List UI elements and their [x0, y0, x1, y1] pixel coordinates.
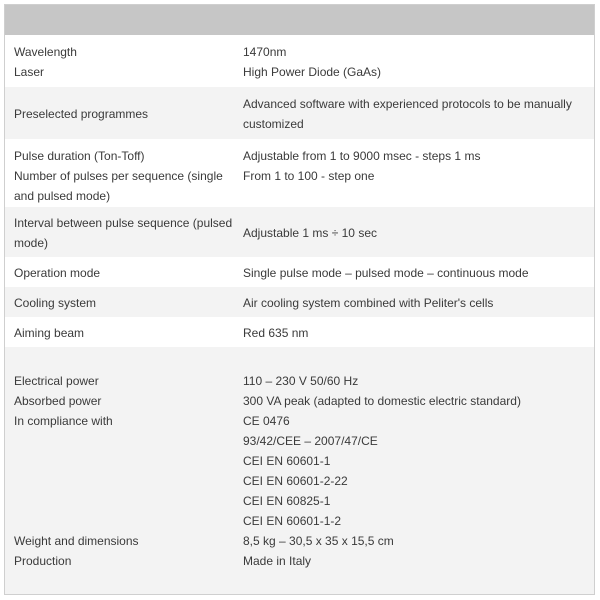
table-row	[5, 35, 594, 87]
row-value	[243, 42, 594, 81]
row-value	[243, 263, 594, 283]
label-compliance: In compliance with	[14, 414, 113, 428]
row-label	[5, 263, 243, 283]
row-value	[243, 293, 594, 313]
value-preselected-programmes: Advanced software with experienced protocols to be manually customized	[243, 96, 572, 131]
label-cooling-system: Cooling system	[14, 295, 97, 310]
label-pulses-per-sequence: Number of pulses per sequence (single and pulsed mode)	[14, 169, 223, 203]
spacer	[14, 471, 243, 491]
label-preselected-programmes: Preselected programmes	[14, 106, 149, 121]
value-interval: Adjustable 1 ms ÷ 10 sec	[243, 225, 377, 240]
spacer	[14, 431, 243, 451]
value-compliance-60601-1-2: CEI EN 60601-1-2	[243, 514, 342, 528]
label-production: Production	[14, 554, 72, 568]
row-value	[243, 371, 594, 591]
label-interval: Interval between pulse sequence (pulsed mode)	[14, 215, 233, 250]
table-row	[5, 207, 594, 257]
row-label	[5, 104, 243, 124]
table-row	[5, 347, 594, 595]
table-row	[5, 87, 594, 139]
table-row	[5, 317, 594, 347]
table-row	[5, 139, 594, 207]
value-operation-mode: Single pulse mode – pulsed mode – continuous mode	[243, 265, 529, 280]
label-electrical-power: Electrical power	[14, 374, 99, 388]
spec-table	[4, 4, 595, 595]
label-weight-dimensions: Weight and dimensions	[14, 534, 139, 548]
row-value	[243, 323, 594, 343]
value-compliance-directive: 93/42/CEE – 2007/47/CE	[243, 434, 378, 448]
label-pulse-duration: Pulse duration (Ton-Toff)	[14, 149, 145, 163]
table-row	[5, 257, 594, 287]
value-compliance-60601-2-22: CEI EN 60601-2-22	[243, 474, 348, 488]
label-absorbed-power: Absorbed power	[14, 394, 102, 408]
table-row	[5, 287, 594, 317]
spacer	[14, 451, 243, 471]
value-pulse-duration: Adjustable from 1 to 9000 msec - steps 1 ms	[243, 149, 481, 163]
value-weight-dimensions: 8,5 kg – 30,5 x 35 x 15,5 cm	[243, 534, 394, 548]
value-cooling-system: Air cooling system combined with Peliter's cells	[243, 295, 494, 310]
spacer	[14, 491, 243, 511]
value-compliance-60601-1: CEI EN 60601-1	[243, 454, 331, 468]
row-label	[5, 323, 243, 343]
value-laser: High Power Diode (GaAs)	[243, 65, 382, 79]
table-header	[5, 5, 594, 35]
value-aiming-beam: Red 635 nm	[243, 325, 309, 340]
row-value	[243, 94, 594, 134]
value-pulses-per-sequence: From 1 to 100 - step one	[243, 169, 375, 183]
row-label	[5, 42, 243, 81]
row-value	[243, 223, 594, 243]
label-wavelength: Wavelength	[14, 45, 77, 59]
value-electrical-power: 110 – 230 V 50/60 Hz	[243, 374, 359, 388]
value-wavelength: 1470nm	[243, 45, 287, 59]
row-label	[5, 146, 243, 201]
label-operation-mode: Operation mode	[14, 265, 101, 280]
value-compliance-ce: CE 0476	[243, 414, 290, 428]
value-compliance-60825-1: CEI EN 60825-1	[243, 494, 331, 508]
spacer	[14, 511, 243, 531]
row-label	[5, 293, 243, 313]
row-value	[243, 146, 594, 201]
value-production: Made in Italy	[243, 554, 312, 568]
label-aiming-beam: Aiming beam	[14, 325, 85, 340]
value-absorbed-power: 300 VA peak (adapted to domestic electric standard)	[243, 394, 521, 408]
row-label	[5, 371, 243, 591]
row-label	[5, 213, 243, 253]
label-laser: Laser	[14, 65, 45, 79]
